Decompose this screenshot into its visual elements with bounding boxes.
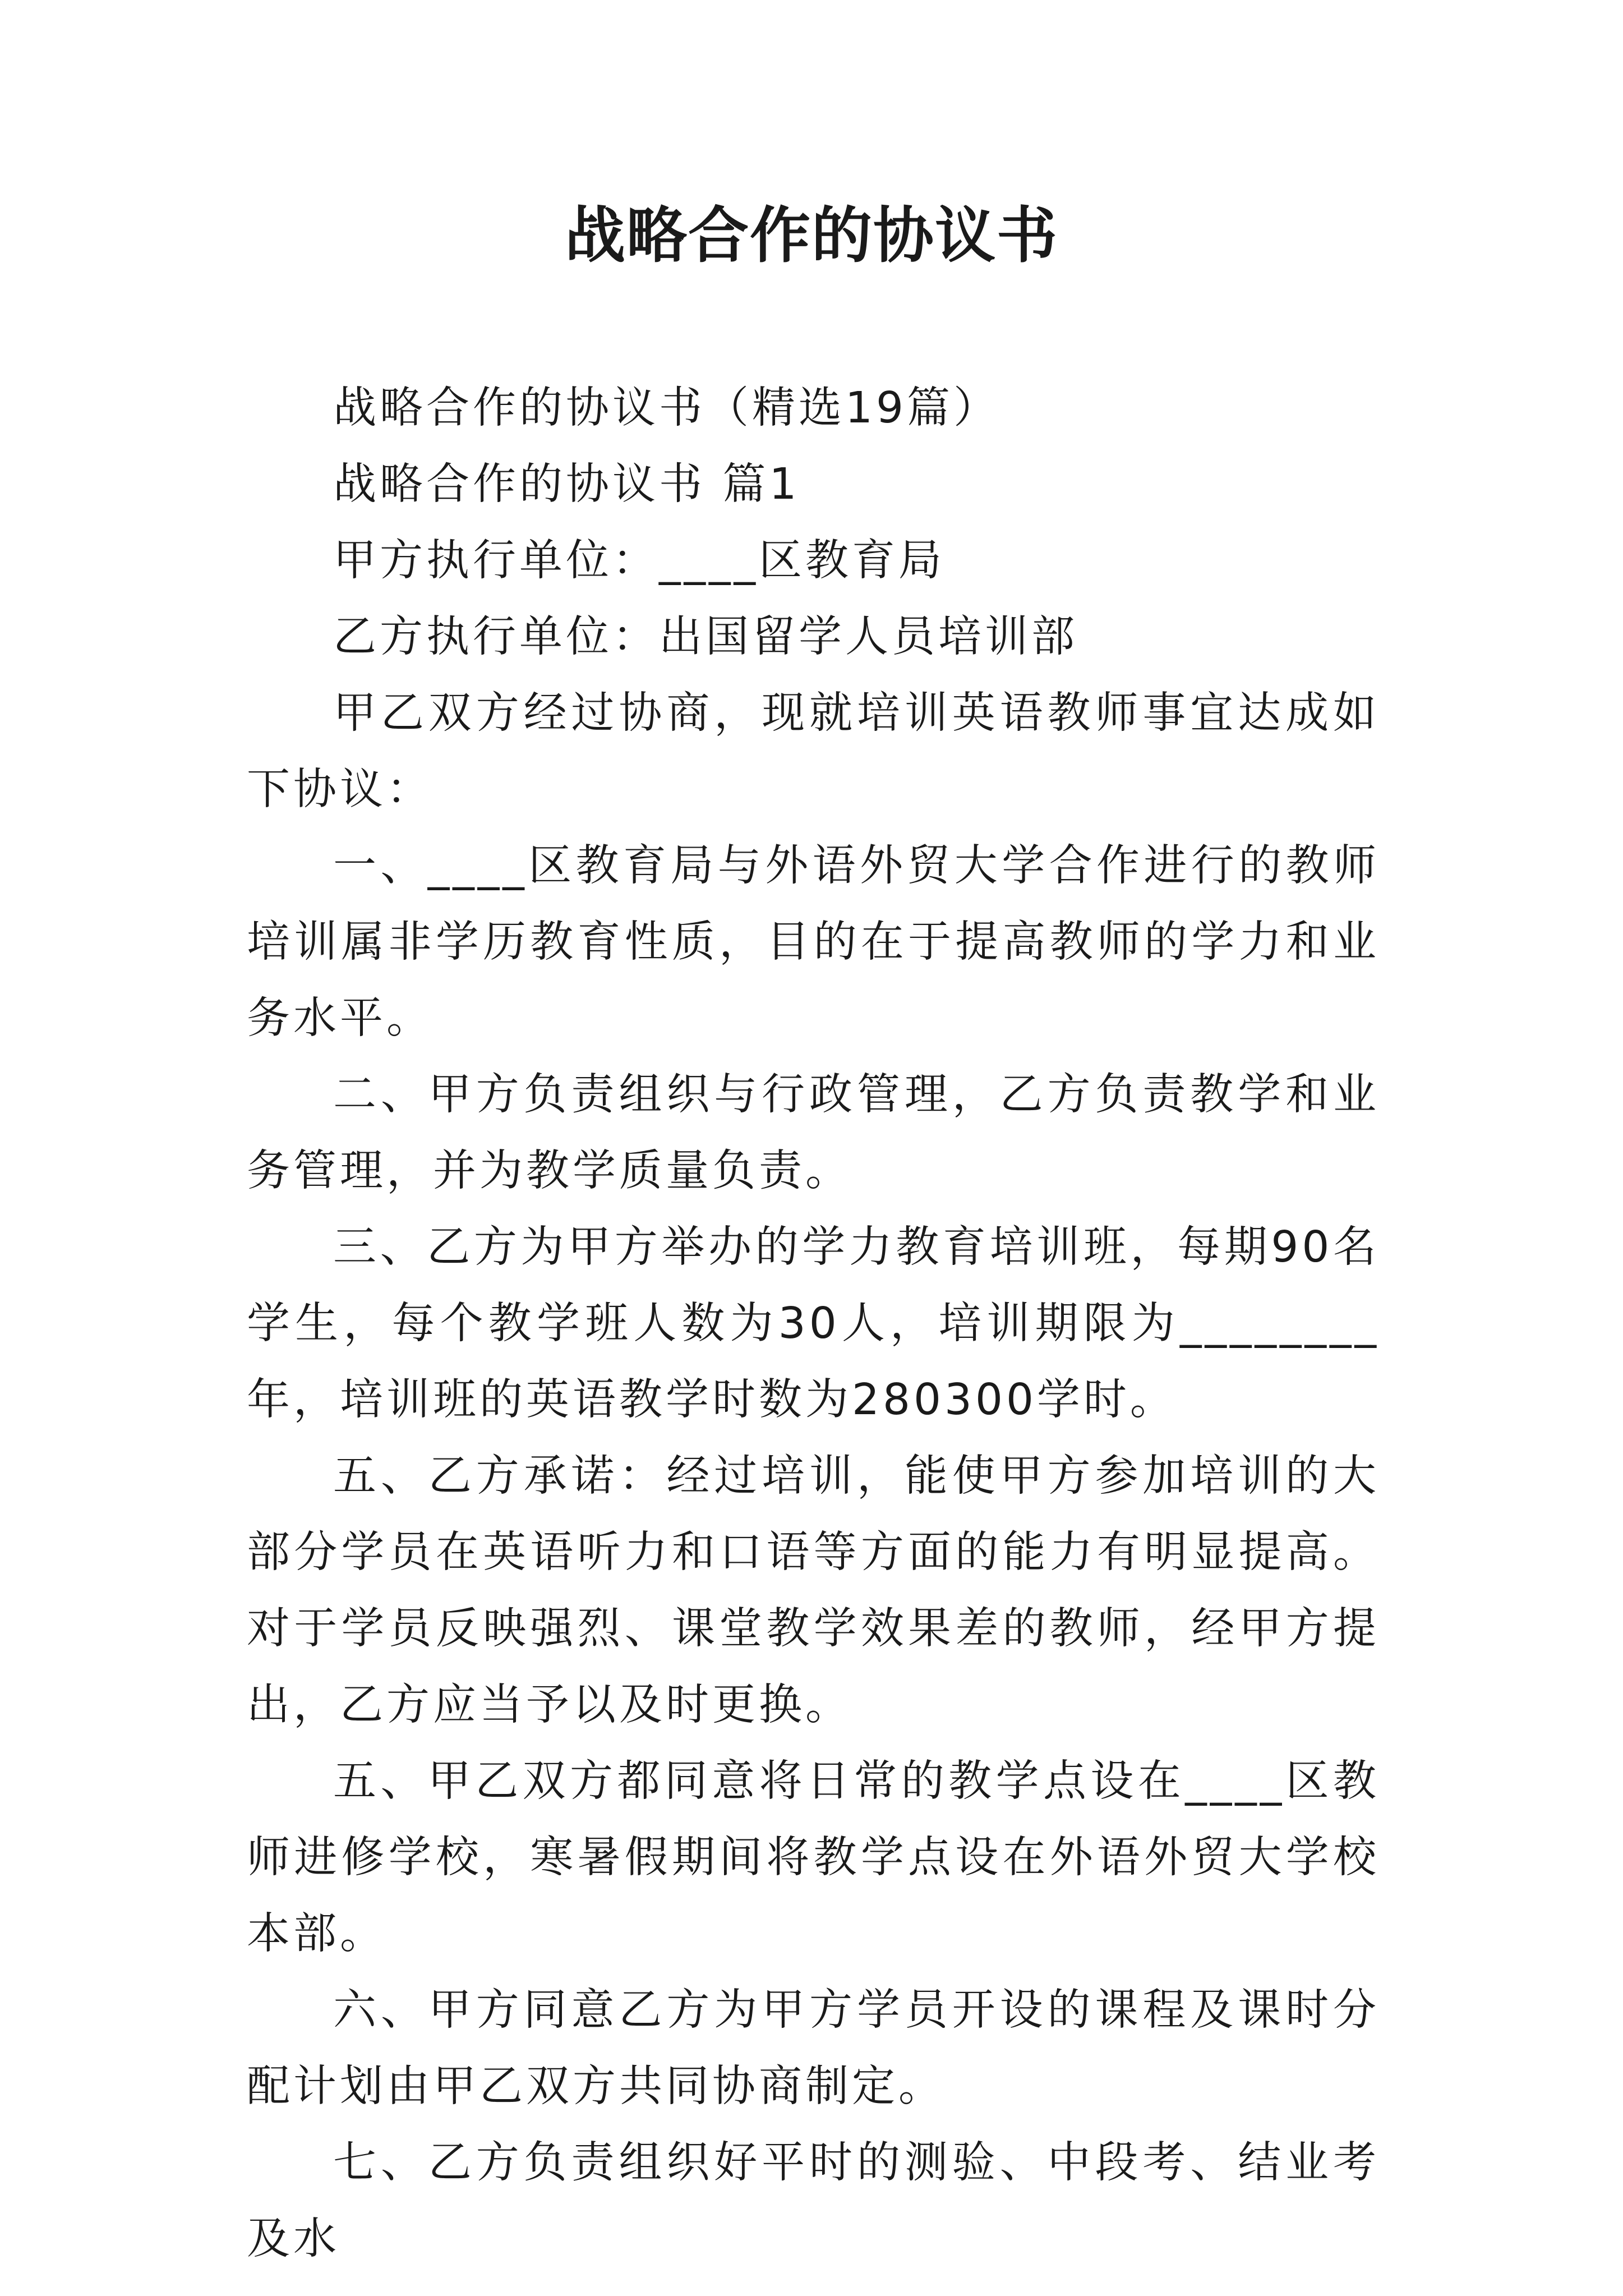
paragraph-clause-5b: 五、甲乙双方都同意将日常的教学点设在____区教师进修学校，寒暑假期间将教学点设在外语外贸大学校本部。	[247, 1756, 1380, 1959]
paragraph-preamble: 甲乙双方经过协商，现就培训英语教师事宜达成如下协议：	[247, 688, 1380, 815]
paragraph-clause-7: 七、乙方负责组织好平时的测验、中段考、结业考及水	[247, 2138, 1380, 2264]
paragraph-clause-2: 二、甲方负责组织与行政管理，乙方负责教学和业务管理，并为教学质量负责。	[247, 1070, 1380, 1196]
paragraph-clause-5a: 五、乙方承诺：经过培训，能使甲方参加培训的大部分学员在英语听力和口语等方面的能力有明显提高。对于学员反映强烈、课堂教学效果差的教师，经甲方提出，乙方应当予以及时更换。	[247, 1451, 1380, 1730]
paragraph-clause-3: 三、乙方为甲方举办的学力教育培训班，每期90名学生，每个教学班人数为30人，培训期限为________年，培训班的英语教学时数为280300学时。	[247, 1222, 1380, 1425]
document-body	[247, 370, 1380, 2277]
paragraph-section-heading: 战略合作的协议书 篇1	[333, 459, 800, 509]
paragraph-subtitle: 战略合作的协议书（精选19篇）	[333, 383, 1000, 433]
paragraph-clause-1: 一、____区教育局与外语外贸大学合作进行的教师培训属非学历教育性质，目的在于提高教师的学力和业务水平。	[247, 841, 1380, 1043]
document-title: 战略合作的协议书	[564, 200, 1058, 271]
paragraph-party-a: 甲方执行单位：____区教育局	[333, 536, 945, 586]
paragraph-clause-6: 六、甲方同意乙方为甲方学员开设的课程及课时分配计划由甲乙双方共同协商制定。	[247, 1985, 1380, 2111]
paragraph-party-b: 乙方执行单位：出国留学人员培训部	[333, 612, 1078, 662]
